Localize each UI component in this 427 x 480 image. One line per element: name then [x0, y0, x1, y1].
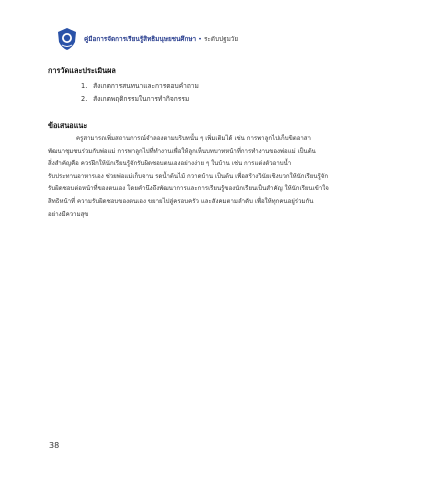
list-item-text: สังเกตพฤติกรรมในการทำกิจกรรม [93, 94, 190, 103]
section-heading-suggestions: ข้อเสนอแนะ [48, 121, 88, 130]
list-item-number: 1. [81, 82, 88, 90]
page-number: 38 [49, 441, 60, 450]
header-subtitle: ระดับปฐมวัย [203, 35, 239, 43]
page-header [56, 24, 238, 54]
evaluation-list [48, 80, 378, 105]
list-item [48, 93, 378, 106]
paragraph-line: รับผิดชอบต่อหน้าที่ของตนเอง โดยคำนึงถึงพัฒนาการและการเรียนรู้ของนักเรียนเป็นสำคัญ ให้นักเรียนเข้าใจ [48, 185, 329, 193]
paragraph-line: อย่างมีความสุข [48, 210, 89, 218]
paragraph-line: รับประทานอาหารเอง ช่วยพ่อแม่เก็บจาน รดน้ำต้นไม้ กวาดบ้าน เป็นต้น เพื่อสร้างวินัยเชิงบวกให้นักเรียนรู้จัก [48, 172, 329, 180]
page-content [48, 66, 378, 221]
header-separator: • [198, 35, 202, 43]
section-heading-evaluation: การวัดและประเมินผล [48, 66, 116, 75]
emblem-logo-icon [56, 27, 78, 51]
list-item [48, 80, 378, 93]
paragraph-line: พัฒนาชุมชนร่วมกับพ่อแม่ การพาลูกไปที่ทำงานเพื่อให้ลูกเห็นบทบาทหน้าที่การทำงานของพ่อแม่ เป็นต้น [48, 147, 316, 155]
paragraph-line: ครูสามารถเพิ่มสถานการณ์จำลองตามบริบทนั้น ๆ เพิ่มเติมได้ เช่น การพาลูกไปเก็บขิตอาสา [76, 135, 311, 142]
header-title: คู่มือการจัดการเรียนรู้สิทธิมนุษยชนศึกษา [84, 35, 197, 43]
suggestions-paragraph [48, 133, 378, 221]
paragraph-line: สิ่งสำคัญคือ ควรฝึกให้นักเรียนรู้จักรับผิดชอบตนเองอย่างง่าย ๆ ในบ้าน เช่น การแต่งตัวอาบน้ำ [48, 160, 292, 168]
list-item-number: 2. [81, 94, 88, 103]
paragraph-line: สิทธิหน้าที่ ความรับผิดชอบของตนเอง ขยายไปสู่ครอบครัว และสังคมตามลำดับ เพื่อให้ทุกคนอยู่ร่วมกัน [48, 197, 314, 205]
list-item-text: สังเกตการสนทนาและการตอบคำถาม [93, 82, 199, 90]
